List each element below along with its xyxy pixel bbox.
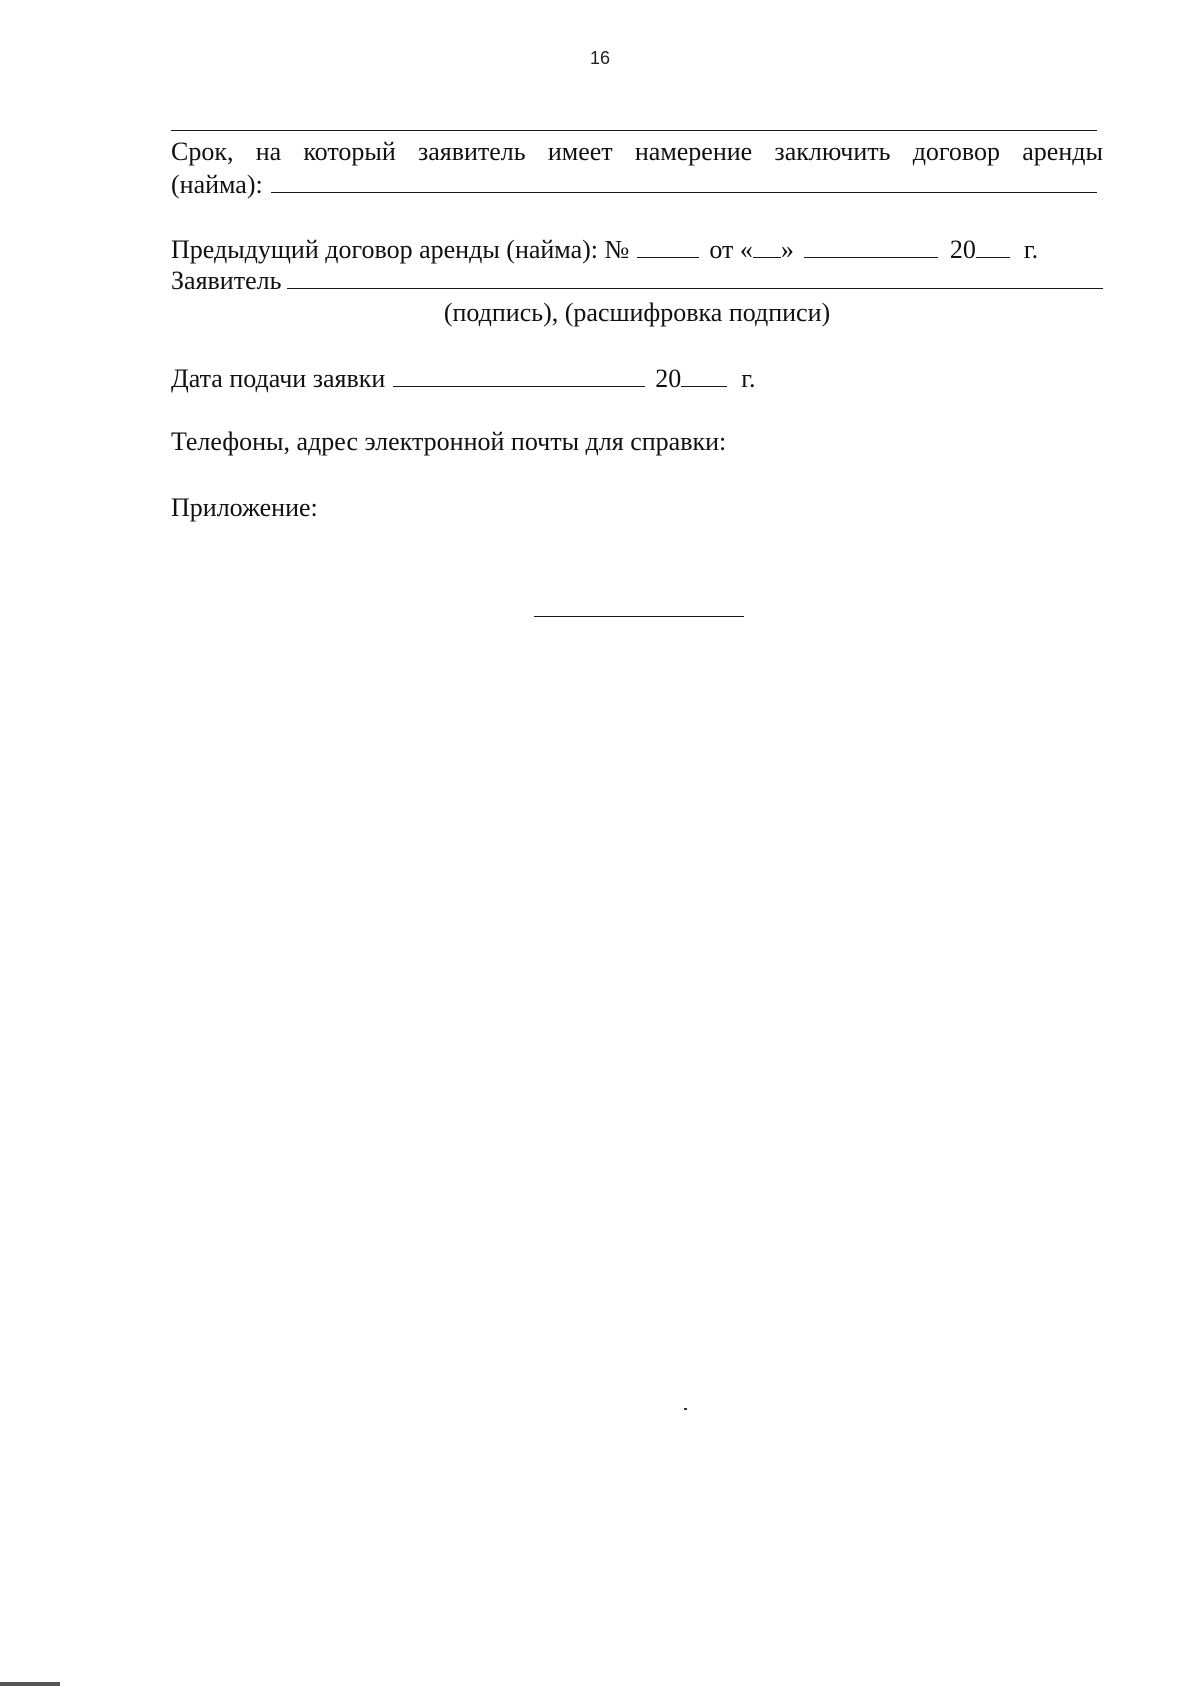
contract-year-prefix: 20 [949,235,976,264]
lease-term-word: Срок, [171,137,234,166]
submission-year-blank[interactable] [681,362,727,387]
end-divider [534,616,744,617]
page-number: 16 [589,48,611,68]
lease-term-label: (найма): [171,170,263,199]
lease-term-word: заключить [774,137,891,166]
lease-term-blank[interactable] [271,168,1097,193]
contract-year-suffix: г. [1023,235,1039,264]
lease-term-word: на [255,137,282,166]
scan-speck [684,1408,687,1410]
contract-number-blank[interactable] [637,233,699,258]
contract-day-blank[interactable] [753,233,781,258]
lease-term-word: который [303,137,396,166]
submission-year-prefix: 20 [655,364,682,393]
submission-date-label: Дата подачи заявки [171,364,386,393]
contract-year-blank[interactable] [976,233,1010,258]
submission-date-blank[interactable] [393,362,645,387]
lease-term-field-row [171,168,1101,201]
submission-date-row [171,362,756,395]
lease-term-line [171,136,1103,168]
previous-contract-row [171,233,1038,266]
contract-month-blank[interactable] [804,233,938,258]
top-divider [171,130,1097,131]
lease-term-word: договор [912,137,1001,166]
submission-year-suffix: г. [741,364,756,393]
lease-term-word: имеет [547,137,613,166]
signature-note: (подпись), (расшифровка подписи) [443,298,831,327]
applicant-label: Заявитель [171,266,282,295]
contract-from-label: от « [709,235,753,264]
scan-edge-mark [0,1682,60,1686]
contract-quote-close: » [780,235,794,264]
lease-term-word: аренды [1022,137,1103,166]
previous-contract-label: Предыдущий договор аренды (найма): № [171,235,630,264]
applicant-signature-blank[interactable] [287,264,1103,289]
lease-term-word: заявитель [417,137,526,166]
attachment-label: Приложение: [171,493,318,522]
lease-term-word: намерение [634,137,753,166]
applicant-row [171,264,1107,297]
contacts-label: Телефоны, адрес электронной почты для справки: [171,427,727,456]
